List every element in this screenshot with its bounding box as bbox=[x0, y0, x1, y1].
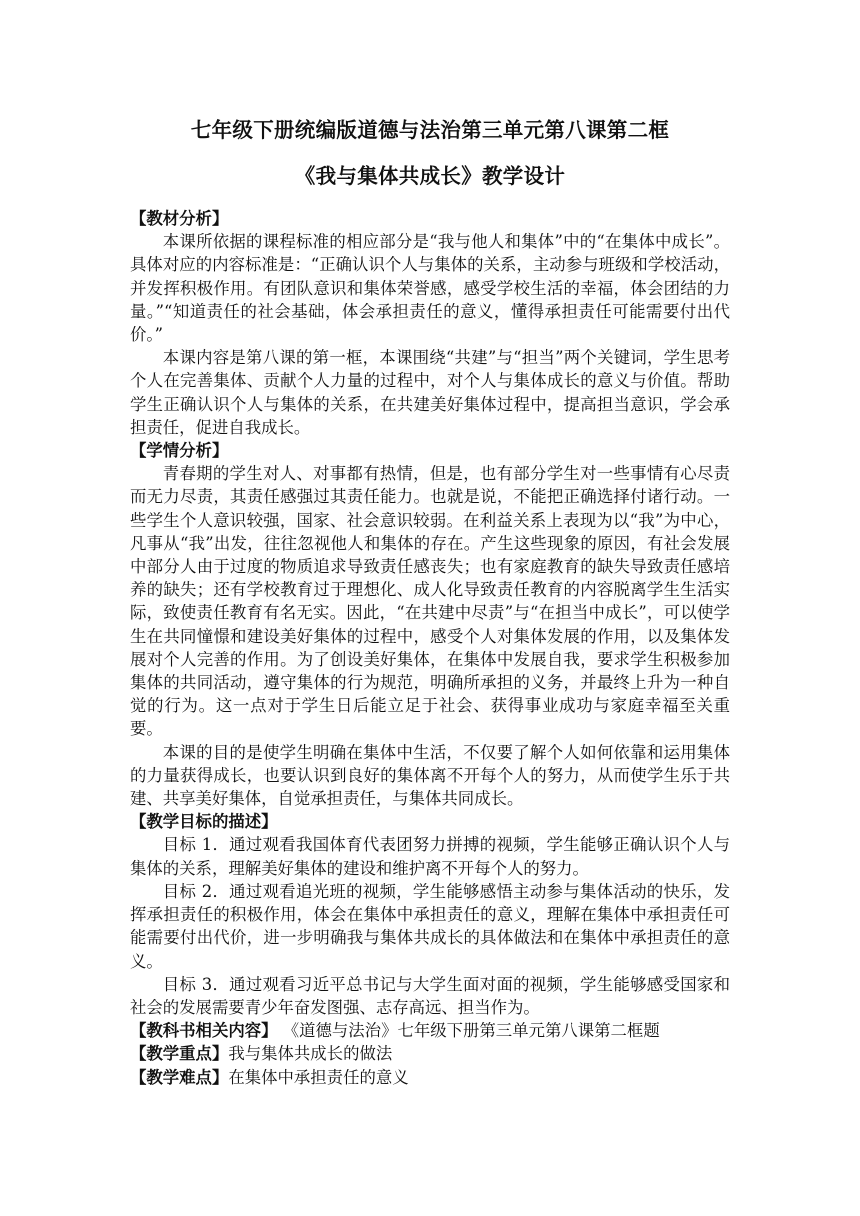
document-title-line-2: 《我与集体共成长》教学设计 bbox=[294, 164, 566, 188]
material-analysis-paragraph-2: 本课内容是第八课的第一框，本课围绕“共建”与“担当”两个关键词，学生思考个人在完善集体、贡献个人力量的过程中，对个人与集体成长的意义与价值。帮助学生正确认识个人与集体的关系，在共建美好集体过程中，提高担当意识，学会承担责任，促进自我成长。 bbox=[130, 348, 730, 437]
section-heading-student-analysis: 【学情分析】 bbox=[130, 441, 229, 461]
material-analysis-paragraph-1: 本课所依据的课程标准的相应部分是“我与他人和集体”中的“在集体中成长”。具体对应的内容标准是：“正确认识个人与集体的关系，主动参与班级和学校活动，并发挥积极作用。有团队意识和集体荣誉感，感受学校生活的幸福，体会团结的力量。”“知道责任的社会基础，体会承担责任的意义，懂得承担责任可能需要付出代价。” bbox=[130, 232, 730, 345]
section-heading-textbook-content: 【教科书相关内容】 bbox=[130, 1021, 278, 1041]
student-analysis-paragraph-2: 本课的目的是使学生明确在集体中生活，不仅要了解个人如何依靠和运用集体的力量获得成长，也要认识到良好的集体离不开每个人的努力，从而使学生乐于共建、共享美好集体，自觉承担责任，与集体共同成长。 bbox=[130, 742, 730, 809]
teaching-goal-3: 目标 3．通过观看习近平总书记与大学生面对面的视频，学生能够感受国家和社会的发展需要青少年奋发图强、志存高远、担当作为。 bbox=[130, 974, 730, 1017]
difficulty-row bbox=[130, 1066, 730, 1089]
textbook-content-row bbox=[130, 1019, 730, 1042]
teaching-goal-1: 目标 1．通过观看我国体育代表团努力拼搏的视频，学生能够正确认识个人与集体的关系，理解美好集体的建设和维护离不开每个人的努力。 bbox=[130, 835, 730, 878]
textbook-content-text: 《道德与法治》七年级下册第三单元第八课第二框题 bbox=[277, 1021, 660, 1041]
key-point-text: 我与集体共成长的做法 bbox=[228, 1044, 393, 1064]
document-title-line-1: 七年级下册统编版道德与法治第三单元第八课第二框 bbox=[190, 118, 670, 142]
section-heading-key-point: 【教学重点】 bbox=[130, 1044, 229, 1064]
difficulty-text: 在集体中承担责任的意义 bbox=[228, 1067, 409, 1087]
key-point-row bbox=[130, 1042, 730, 1065]
section-heading-material-analysis: 【教材分析】 bbox=[130, 209, 229, 228]
student-analysis-paragraph-1: 青春期的学生对人、对事都有热情，但是，也有部分学生对一些事情有心尽责而无力尽责，其责任感强过其责任能力。也就是说，不能把正确选择付诸行动。一些学生个人意识较强，国家、社会意识较弱。在利益关系上表现为以“我”为中心，凡事从“我”出发，往往忽视他人和集体的存在。产生这些现象的原因，有社会发展中部分人由于过度的物质追求导致责任感丧失；也有家庭教育的缺失导致责任感培养的缺失；还有学校教育过于理想化、成人化导致责任教育的内容脱离学生生活实际，致使责任教育有名无实。因此，“在共建中尽责”与“在担当中成长”，可以使学生在共同憧憬和建设美好集体的过程中，感受个人对集体发展的作用，以及集体发展对个人完善的作用。为了创设美好集体，在集体中发展自我，要求学生积极参加集体的共同活动，遵守集体的行为规范，明确所承担的义务，并最终上升为一种自觉的行为。这一点对于学生日后能立足于社会、获得事业成功与家庭幸福至关重要。 bbox=[130, 464, 730, 739]
section-heading-teaching-goals: 【教学目标的描述】 bbox=[130, 812, 278, 832]
document-body bbox=[130, 207, 730, 1089]
teaching-goal-2: 目标 2．通过观看追光班的视频，学生能够感悟主动参与集体活动的快乐，发挥承担责任的积极作用，体会在集体中承担责任的意义，理解在集体中承担责任可能需要付出代价，进一步明确我与集体共成长的具体做法和在集体中承担责任的意义。 bbox=[130, 881, 730, 971]
section-heading-difficulty: 【教学难点】 bbox=[130, 1067, 229, 1087]
